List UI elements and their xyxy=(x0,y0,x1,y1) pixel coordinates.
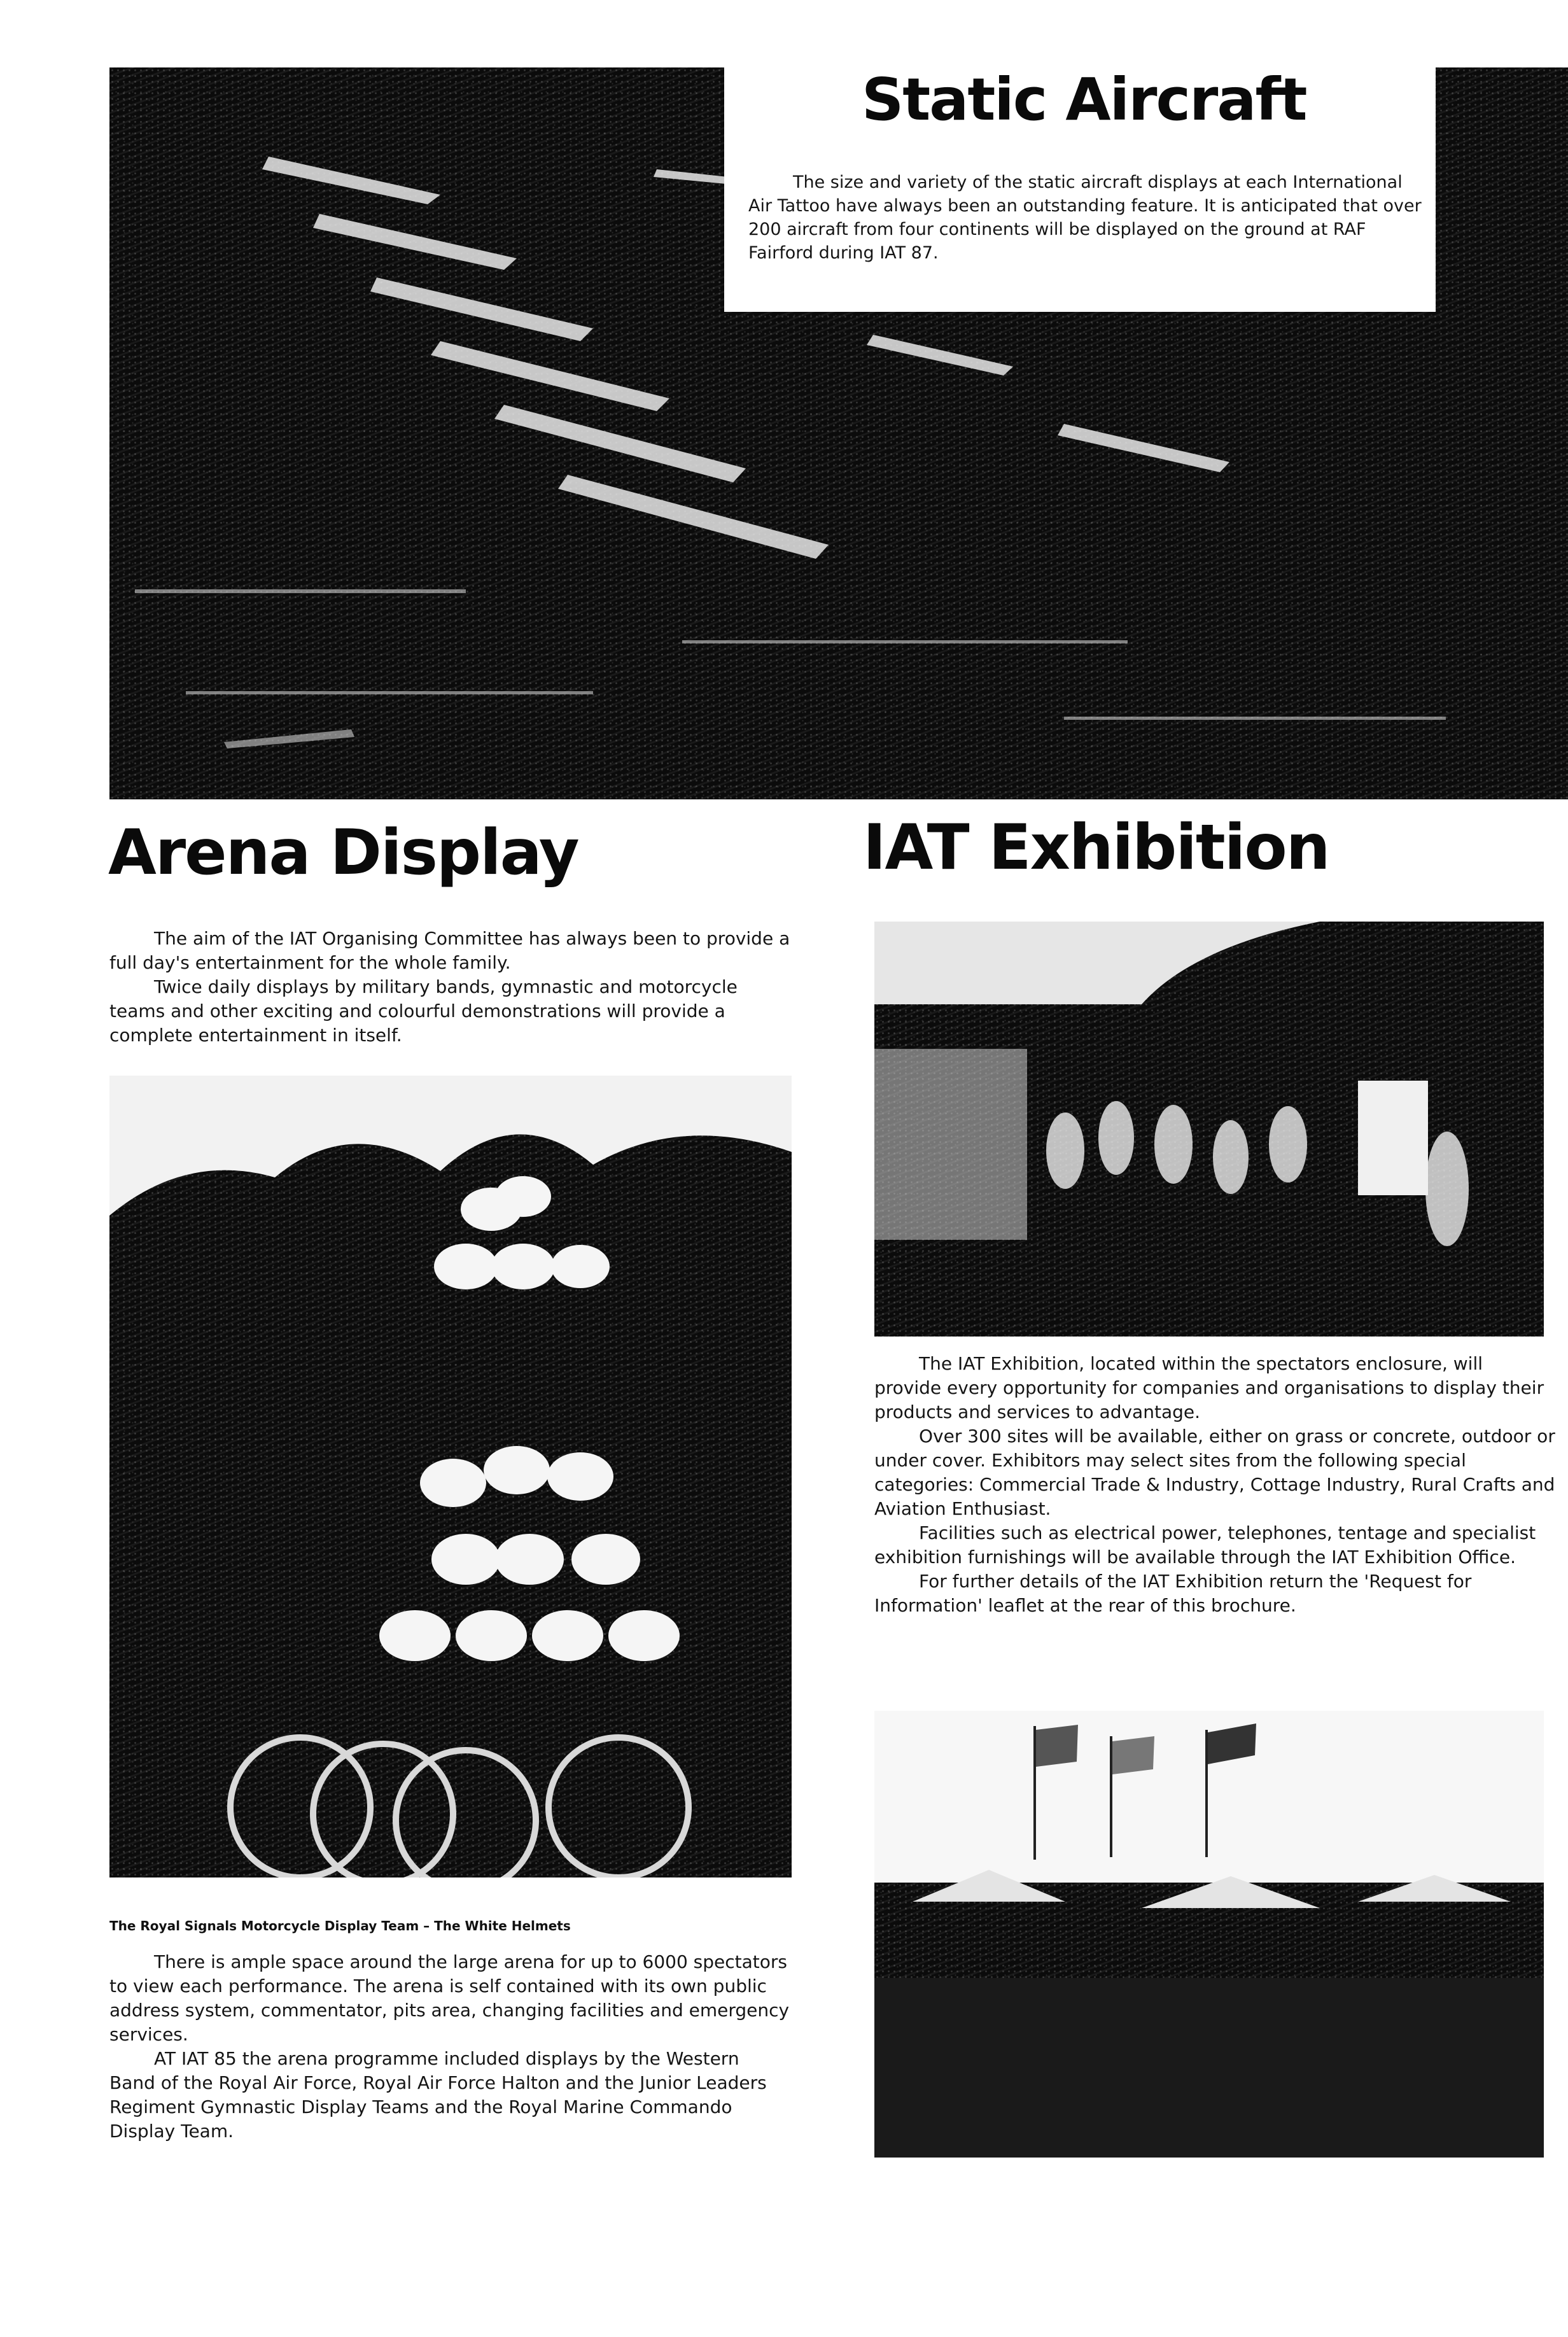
static-aircraft-body xyxy=(748,171,1423,265)
exhibition-body-text xyxy=(874,1352,1555,1618)
exhibition-flags-photo-art xyxy=(874,1711,1544,2158)
static-aircraft-title: Static Aircraft xyxy=(862,66,1306,134)
arena-details-text xyxy=(109,1950,790,2144)
exhibition-paragraph: For further details of the IAT Exhibition return the 'Request for Information' leaflet at the rear of this brochure. xyxy=(874,1571,1472,1616)
exhibition-paragraph: The IAT Exhibition, located within the spectators enclosure, will provide every opportunity for companies and organisations to display their products and services to advantage. xyxy=(874,1353,1544,1422)
exhibition-paragraph: Over 300 sites will be available, either on grass or concrete, outdoor or under cover. Exhibitors may select sites from the following special categories: Commercial Trade & Industry, Cottage Industry, Rural Crafts and Aviation Enthusiast. xyxy=(874,1426,1555,1519)
exhibition-crowd-photo-art xyxy=(874,922,1544,1337)
exhibition-flags-photo xyxy=(874,1711,1544,2158)
arena-details-paragraph: AT IAT 85 the arena programme included displays by the Western Band of the Royal Air Force, Royal Air Force Halton and the Junior Leaders Regiment Gymnastic Display Teams and the Royal Marine Commando Display Team. xyxy=(109,2048,767,2142)
exhibition-crowd-photo xyxy=(874,922,1544,1337)
arena-motorcycle-photo-art xyxy=(109,1076,792,2337)
iat-exhibition-title: IAT Exhibition xyxy=(863,811,1329,884)
arena-intro-paragraph: The aim of the IAT Organising Committee has always been to provide a full day's entertainment for the whole family. xyxy=(109,928,790,973)
arena-photo-caption: The Royal Signals Motorcycle Display Team – The White Helmets xyxy=(109,1918,571,1933)
arena-details-paragraph: There is ample space around the large arena for up to 6000 spectators to view each performance. The arena is self contained with its own public address system, commentator, pits area, changing facilities and emergency services. xyxy=(109,1951,790,2045)
static-aircraft-paragraph: The size and variety of the static aircraft displays at each International Air Tattoo have always been an outstanding feature. It is anticipated that over 200 aircraft from four continents will be displayed on the ground at RAF Fairford during IAT 87. xyxy=(748,172,1422,263)
arena-motorcycle-photo xyxy=(109,1076,792,2337)
arena-intro-text xyxy=(109,927,790,1048)
exhibition-paragraph: Facilities such as electrical power, telephones, tentage and specialist exhibition furnishings will be available through the IAT Exhibition Office. xyxy=(874,1522,1536,1568)
arena-display-title: Arena Display xyxy=(108,817,578,889)
arena-intro-paragraph: Twice daily displays by military bands, gymnastic and motorcycle teams and other exciting and colourful demonstrations will provide a complete entertainment in itself. xyxy=(109,976,738,1046)
